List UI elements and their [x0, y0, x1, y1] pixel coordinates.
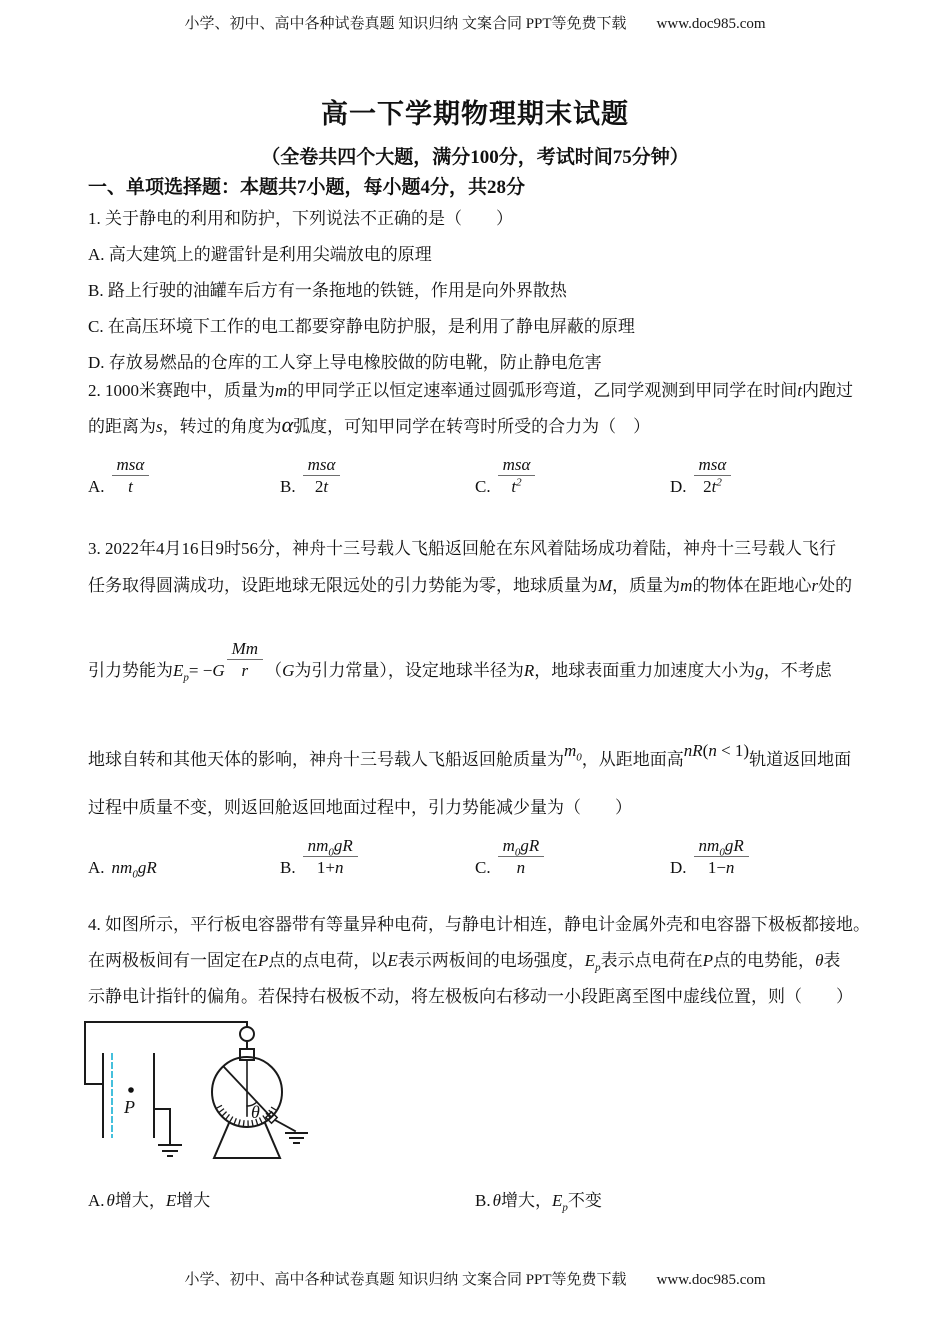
q2-option-b-label: B. [280, 477, 296, 496]
q4-capacitor-electroscope-figure [83, 1018, 333, 1168]
header-text: 小学、初中、高中各种试卷真题 知识归纳 文案合同 PPT等免费下载 [184, 16, 627, 32]
q2-option-a-formula: $\frac{\text{msα}}{t}$ [112, 455, 150, 497]
q2-stem-line-2: 的距离为s，转过的角度为α弧度，可知甲同学在转弯时所受的合力为（ ） [88, 412, 651, 437]
q1-option-c: C. 在高压环境下工作的电工都要穿静电防护服，是利用了静电屏蔽的原理 [88, 317, 635, 336]
q4-option-b-label: B. [475, 1191, 491, 1210]
q3-option-a [88, 858, 157, 881]
q1-option-b: B. 路上行驶的油罐车后方有一条拖地的铁链，作用是向外界散热 [88, 281, 567, 300]
q2-option-a-label: A. [88, 477, 105, 496]
q4-option-b-text: θ增大，$E_p$不变 [492, 1191, 602, 1214]
q3-option-c [475, 836, 544, 878]
q2-stem-line-1: 2. 1000米赛跑中，质量为m的甲同学正以恒定速率通过圆弧形弯道，乙同学观测到甲同学在时间t内跑过 [88, 381, 854, 400]
q2-option-a [88, 455, 149, 497]
q3-option-d-formula: $\frac{nm_0gR}{1-n}$ [694, 836, 749, 878]
q2-option-d-label: D. [670, 477, 687, 496]
q2-option-d [670, 455, 731, 497]
q2-option-b-formula: $\frac{\text{msα}}{2t}$ [303, 455, 341, 497]
q3-stem-line-4: 地球自转和其他天体的影响，神舟十三号载人飞船返回舱质量为$m_0$，从距地面高nR(n < 1)轨道返回地面 [88, 741, 852, 769]
point-charge-dot [128, 1087, 134, 1093]
footer-url: www.doc985.com [656, 1272, 766, 1288]
page-footer [0, 1268, 950, 1289]
electroscope-stand [214, 1123, 280, 1158]
q2-option-b [280, 455, 340, 497]
q4-stem-line-1: 4. 如图所示，平行板电容器带有等量异种电荷，与静电计相连，静电计金属外壳和电容器下极板都接地。 [88, 915, 870, 934]
q3-option-a-formula: $nm_0gR$ [111, 858, 157, 881]
page-header [0, 12, 950, 33]
q3-stem-line-1: 3. 2022年4月16日9时56分，神舟十三号载人飞船返回舱在东风着陆场成功着陆，神舟十三号载人飞行 [88, 539, 836, 558]
footer-text: 小学、初中、高中各种试卷真题 知识归纳 文案合同 PPT等免费下载 [184, 1272, 627, 1288]
q2-option-c-label: C. [475, 477, 491, 496]
q3-option-c-label: C. [475, 858, 491, 877]
q4-option-b [475, 1186, 602, 1214]
electroscope-terminal [240, 1027, 254, 1041]
q3-stem-line-5: 过程中质量不变，则返回舱返回地面过程中，引力势能减少量为（ ） [88, 798, 632, 817]
q3-option-a-label: A. [88, 858, 105, 877]
q1-stem: 1. 关于静电的利用和防护，下列说法不正确的是（ ） [88, 209, 513, 228]
exam-subtitle: （全卷共四个大题，满分100分，考试时间75分钟） [261, 147, 689, 168]
q3-stem-line-2: 任务取得圆满成功，设距地球无限远处的引力势能为零，地球质量为M，质量为m的物体在距地心r处的 [88, 576, 853, 595]
q3-stem-line-3: 引力势能为 $E_p$ = − G $\frac{Mm}{r}$ （ G 为引力常量），设定地球半径为 R ，地球表面重力加速度大小为 g ，不考虑 [88, 638, 832, 684]
section-1-heading: 一、单项选择题：本题共7小题，每小题4分，共28分 [88, 177, 526, 198]
connecting-wire [85, 1022, 247, 1084]
point-charge-label: P [124, 1097, 135, 1117]
q3-option-b [280, 836, 358, 878]
q3-option-b-label: B. [280, 858, 296, 877]
right-plate-ground-wire [154, 1109, 170, 1144]
q4-option-a-text: θ增大，E增大 [106, 1191, 211, 1210]
q3-options-row [88, 832, 878, 881]
q3-option-b-formula: $\frac{nm_0gR}{1+n}$ [303, 836, 358, 878]
q2-option-d-formula: $\frac{\text{msα}}{2t^2}$ [694, 455, 732, 497]
q2-options-row [88, 450, 878, 497]
header-url: www.doc985.com [656, 16, 766, 32]
q3-option-d-label: D. [670, 858, 687, 877]
q3-option-c-formula: $\frac{m_0gR}{n}$ [498, 836, 545, 878]
q3-option-d [670, 836, 749, 878]
deflection-angle-label: θ [251, 1102, 260, 1122]
ground-symbol-right [286, 1133, 307, 1143]
q4-option-a [88, 1186, 210, 1211]
exam-title: 高一下学期物理期末试题 [321, 99, 629, 129]
q2-option-c-formula: $\frac{\text{msα}}{t^2}$ [498, 455, 536, 497]
q4-stem-line-2: 在两极板间有一固定在P点的点电荷，以E表示两板间的电场强度，$E_p$表示点电荷在P点的电势能，θ表 [88, 951, 841, 974]
q4-stem-line-3: 示静电计指针的偏角。若保持右极板不动，将左极板向右移动一小段距离至图中虚线位置，则（ ） [88, 987, 853, 1006]
q1-option-d: D. 存放易燃品的仓库的工人穿上导电橡胶做的防电靴，防止静电危害 [88, 353, 602, 372]
q2-option-c [475, 455, 535, 497]
q4-option-a-label: A. [88, 1191, 105, 1210]
q1-option-a: A. 高大建筑上的避雷针是利用尖端放电的原理 [88, 245, 432, 264]
ground-symbol-left [159, 1145, 181, 1156]
